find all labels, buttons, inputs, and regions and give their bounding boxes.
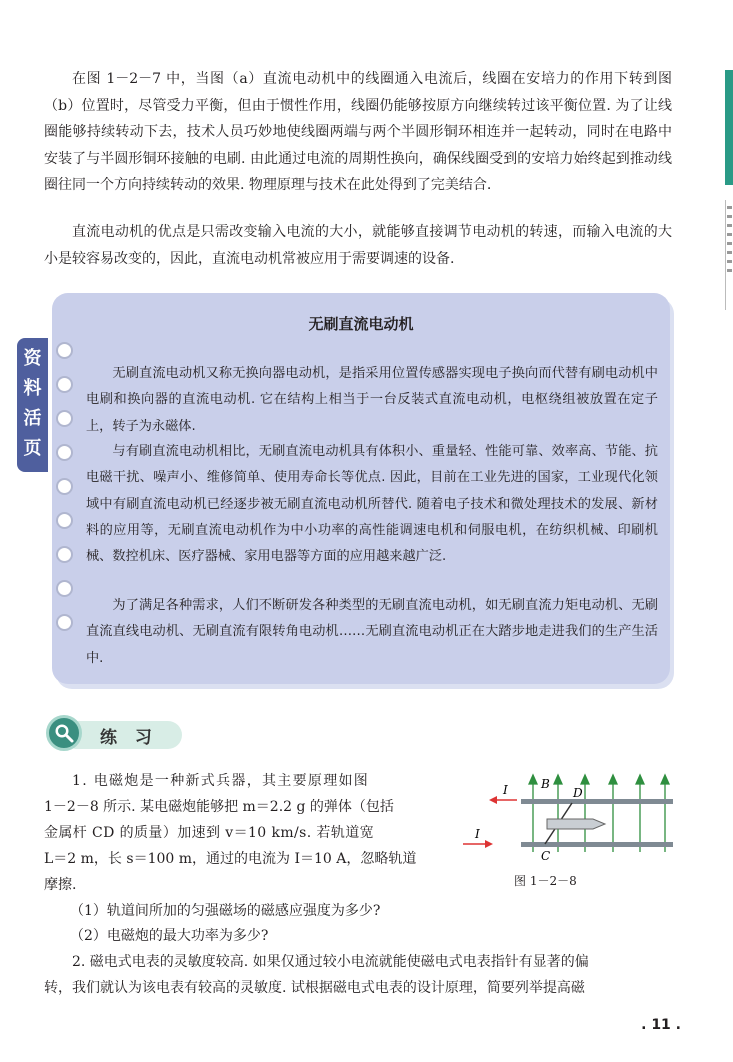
label-point-d: D bbox=[573, 786, 583, 800]
binder-ring bbox=[56, 580, 73, 597]
tab-char: 活 bbox=[23, 408, 42, 429]
question-1-line: 摩擦. bbox=[44, 877, 77, 893]
page-number: . 11 . bbox=[641, 1017, 681, 1033]
tab-char: 料 bbox=[23, 378, 42, 399]
info-box bbox=[52, 293, 670, 684]
exercise-header bbox=[46, 713, 186, 755]
info-box-tab bbox=[17, 338, 48, 472]
exercise-title: 练 习 bbox=[100, 728, 158, 748]
body-paragraph-1: 在图 1－2－7 中，当图（a）直流电动机中的线圈通入电流后，线圈在安培力的作用下转到图（b）位置时，尽管受力平衡，但由于惯性作用，线圈仍能够按原方向继续转过该平衡位置. 为了让线圈能够持续转动下去，技术人员巧妙地使线圈两端与两个半圆形铜环相连并一起转动，同时在电路中安装了与半圆形铜环接触的电刷. 由此通过电流的周期性换向，确保线圈受到的安培力始终起到推动线圈往同一个方向持续转动的效果. 物理原理与技术在此处得到了完美结合. bbox=[44, 71, 672, 193]
info-box-paragraph-2: 与有刷直流电动机相比，无刷直流电动机具有体积小、重量轻、性能可靠、效率高、节能、抗电磁干扰、噪声小、维修简单、使用寿命长等优点. 因此，目前在工业先进的国家，工业现代化领域中有刷直流电动机已经逐步被无刷直流电动机所替代. 随着电子技术和微处理技术的发展、新材料的应用等，无刷直流电动机作为中小功率的高性能调速电机和伺服电机，在纺织机械、印刷机械、数控机床、医疗器械、家用电器等方面的应用越来越广泛. bbox=[86, 444, 658, 565]
info-box-paragraph-1: 无刷直流电动机又称无换向器电动机，是指采用位置传感器实现电子换向而代替有刷电动机中电刷和换向器的直流电动机. 它在结构上相当于一台反装式直流电动机，电枢绕组被放置在定子上，转子为永磁体. bbox=[86, 366, 658, 434]
binder-ring bbox=[56, 342, 73, 359]
railgun-figure bbox=[455, 772, 680, 867]
binder-ring bbox=[56, 614, 73, 631]
body-paragraph-2: 直流电动机的优点是只需改变输入电流的大小，就能够直接调节电动机的转速，而输入电流的大小是较容易改变的，因此，直流电动机常被应用于需要调速的设备. bbox=[44, 224, 672, 267]
label-field-b: B bbox=[541, 777, 550, 791]
question-1-line: 1－2－8 所示. 某电磁炮能够把 m＝2.2 g 的弹体（包括 bbox=[44, 799, 394, 815]
binder-ring bbox=[56, 478, 73, 495]
question-2-line: 2. 磁电式电表的灵敏度较高. 如果仅通过较小电流就能使磁电式电表指针有显著的偏 bbox=[72, 954, 589, 970]
question-1-line: L＝2 m，长 s＝100 m，通过的电流为 I＝10 A，忽略轨道 bbox=[44, 851, 417, 867]
binder-ring bbox=[56, 546, 73, 563]
chapter-side-marks bbox=[725, 200, 733, 310]
binder-ring bbox=[56, 410, 73, 427]
label-current-top: I bbox=[503, 783, 508, 797]
info-box-title: 无刷直流电动机 bbox=[308, 315, 414, 333]
binder-ring bbox=[56, 376, 73, 393]
label-point-c: C bbox=[541, 849, 551, 863]
question-1-sub-2: （2）电磁炮的最大功率为多少? bbox=[70, 928, 269, 944]
figure-caption: 图 1－2－8 bbox=[514, 874, 577, 888]
question-1-sub-1: （1）轨道间所加的匀强磁场的磁感应强度为多少? bbox=[70, 903, 381, 919]
question-1-line: 金属杆 CD 的质量）加速到 v＝10 km/s. 若轨道宽 bbox=[44, 825, 375, 841]
tab-char: 页 bbox=[23, 438, 42, 459]
question-1-line: 1. 电磁炮是一种新式兵器，其主要原理如图 bbox=[72, 773, 370, 789]
chapter-side-tab bbox=[725, 70, 733, 185]
magnifier-icon bbox=[46, 715, 82, 751]
info-box-paragraph-3: 为了满足各种需求，人们不断研发各种类型的无刷直流电动机，如无刷直流力矩电动机、无刷直流直线电动机、无刷直流有限转角电动机……无刷直流电动机正在大踏步地走进我们的生产生活中. bbox=[86, 598, 658, 666]
binder-ring bbox=[56, 444, 73, 461]
question-2-line: 转，我们就认为该电表有较高的灵敏度. 试根据磁电式电表的设计原理，简要列举提高磁 bbox=[44, 980, 585, 996]
binder-ring bbox=[56, 512, 73, 529]
tab-char: 资 bbox=[23, 348, 42, 369]
label-current-bottom: I bbox=[475, 827, 480, 841]
